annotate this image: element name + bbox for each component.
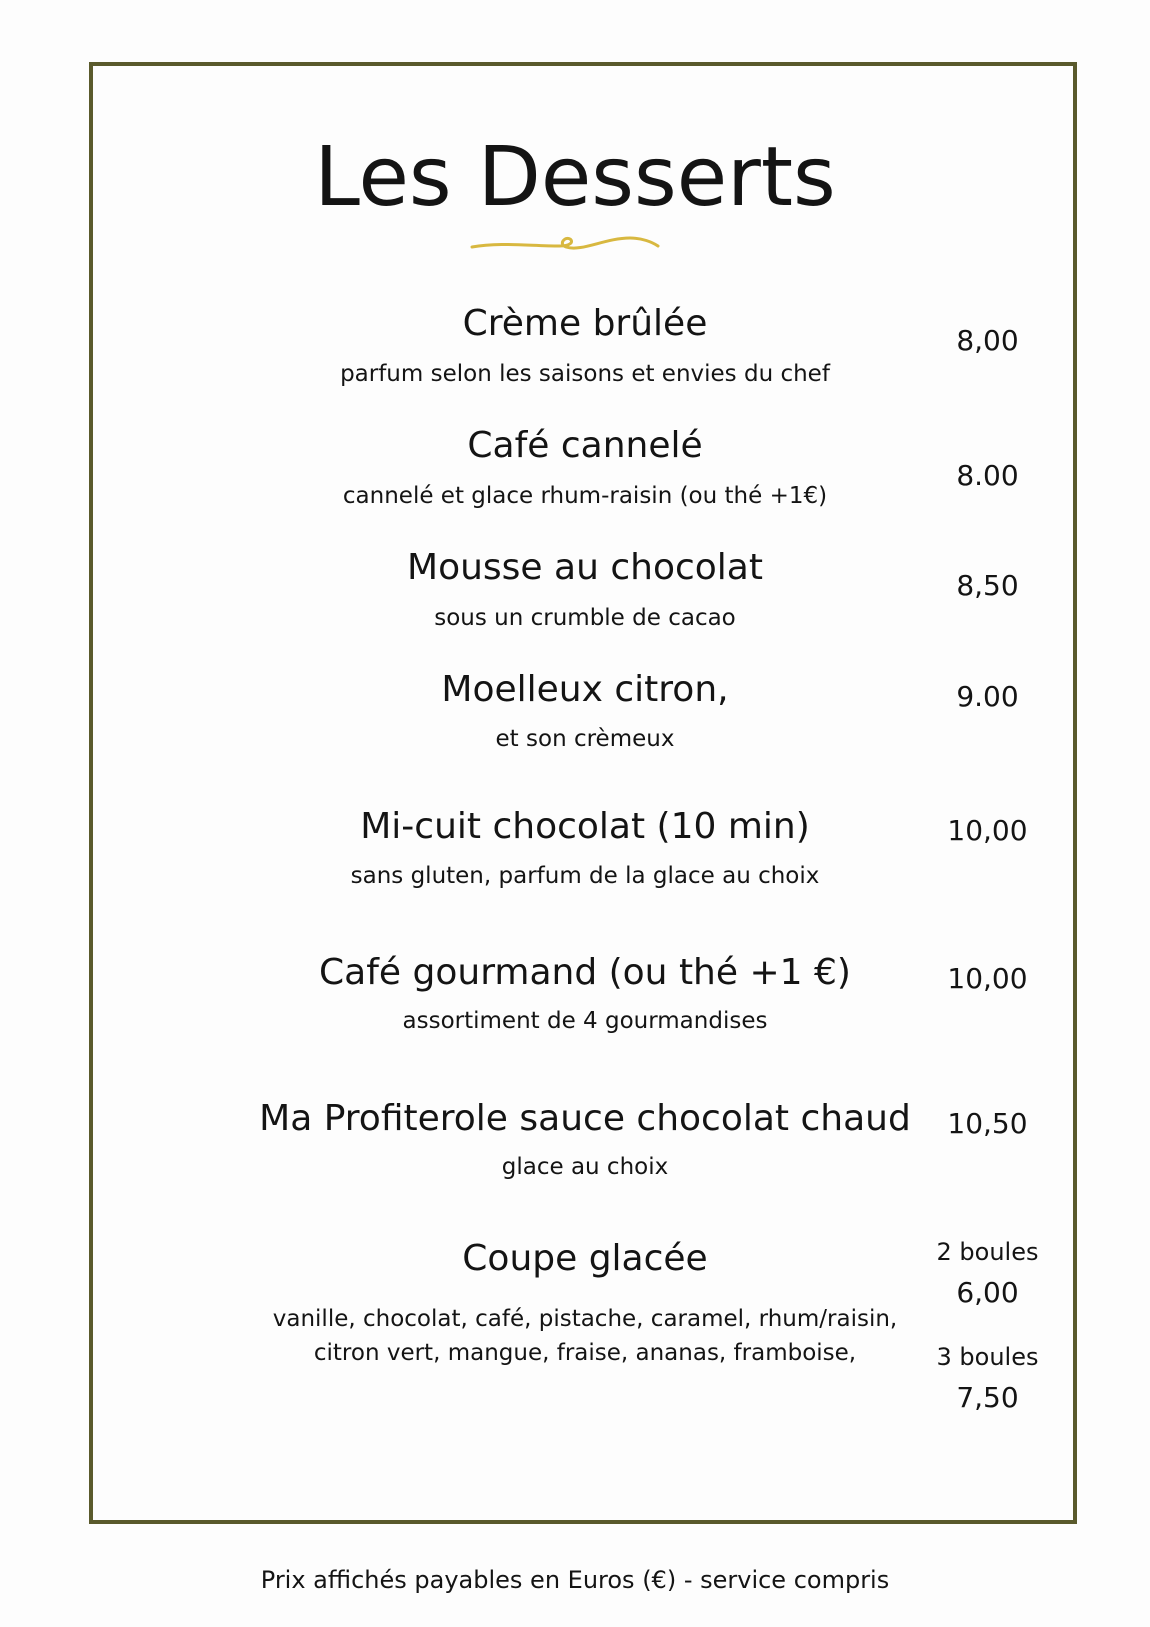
dish-name-mousse-chocolat: Mousse au chocolat	[407, 547, 763, 588]
dish-description-cafe-gourmand: assortiment de 4 gourmandises	[402, 1008, 768, 1034]
dish-price-creme-brulee: 8,00	[956, 324, 1019, 357]
dish-price-mi-cuit-chocolat: 10,00	[947, 814, 1028, 847]
dish-price-moelleux-citron: 9.00	[956, 680, 1019, 713]
menu-title: Les Desserts	[314, 129, 836, 225]
dish-name-profiterole: Ma Profiterole sauce chocolat chaud	[259, 1098, 911, 1139]
decorative-swirl-icon	[470, 230, 660, 260]
dish-description-mousse-chocolat: sous un crumble de cacao	[434, 605, 736, 631]
dish-description-coupe-glacee-line2: citron vert, mangue, fraise, ananas, framboise,	[313, 1340, 857, 1366]
dish-name-moelleux-citron: Moelleux citron,	[441, 669, 729, 710]
dish-price-cafe-cannele: 8.00	[956, 459, 1019, 492]
dish-description-profiterole: glace au choix	[501, 1154, 669, 1180]
dish-description-moelleux-citron: et son crèmeux	[495, 726, 675, 752]
dish-name-creme-brulee: Crème brûlée	[462, 303, 708, 344]
coupe-option-3-boules-label: 3 boules	[936, 1343, 1039, 1371]
dish-price-profiterole: 10,50	[947, 1107, 1028, 1140]
dish-price-mousse-chocolat: 8,50	[956, 569, 1019, 602]
coupe-option-2-boules-label: 2 boules	[936, 1238, 1039, 1266]
dish-name-cafe-gourmand: Café gourmand (ou thé +1 €)	[319, 952, 851, 993]
dish-name-mi-cuit-chocolat: Mi-cuit chocolat (10 min)	[360, 806, 810, 847]
dish-name-cafe-cannele: Café cannelé	[467, 425, 703, 466]
dish-description-coupe-glacee-line1: vanille, chocolat, café, pistache, caramel, rhum/raisin,	[272, 1306, 898, 1332]
dish-description-cafe-cannele: cannelé et glace rhum-raisin (ou thé +1€)	[342, 483, 828, 509]
coupe-option-3-boules-price: 7,50	[956, 1381, 1019, 1414]
coupe-option-2-boules-price: 6,00	[956, 1276, 1019, 1309]
dish-description-creme-brulee: parfum selon les saisons et envies du chef	[340, 361, 830, 387]
dish-name-coupe-glacee: Coupe glacée	[462, 1238, 708, 1279]
dish-description-mi-cuit-chocolat: sans gluten, parfum de la glace au choix	[350, 863, 820, 889]
price-footer-note: Prix affichés payables en Euros (€) - service compris	[260, 1566, 890, 1594]
dish-price-cafe-gourmand: 10,00	[947, 962, 1028, 995]
